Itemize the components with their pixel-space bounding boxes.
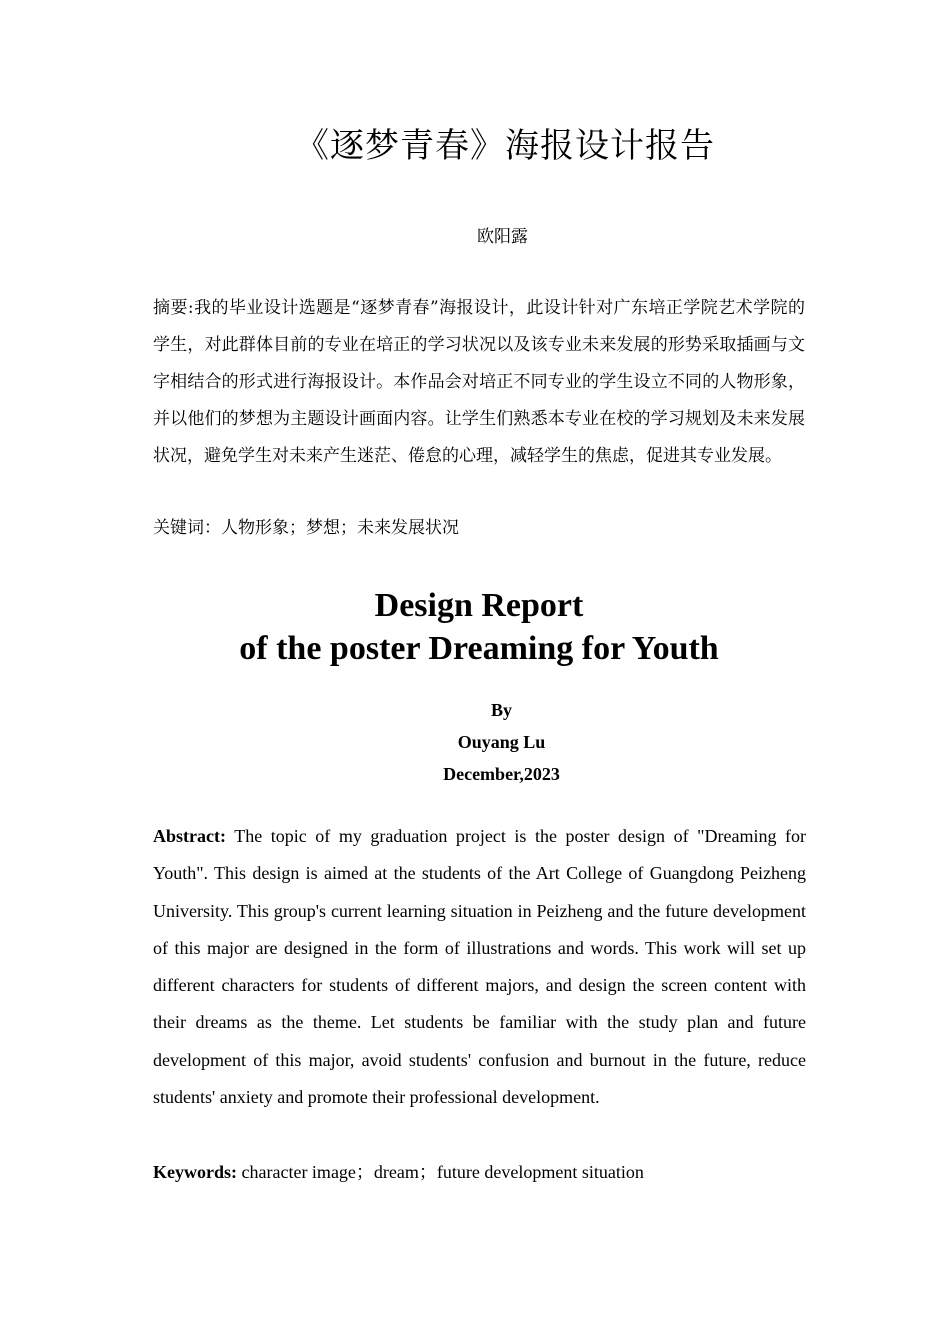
english-abstract (153, 818, 806, 1116)
chinese-keywords (153, 512, 805, 544)
english-keywords-text: character image；dream；future development situation (237, 1162, 644, 1182)
chinese-title: 《逐梦青春》海报设计报告 (295, 126, 715, 166)
english-title (0, 584, 950, 670)
chinese-keywords-label: 关键词： (153, 518, 221, 538)
english-abstract-label: Abstract: (153, 826, 226, 846)
english-keywords (153, 1156, 806, 1188)
english-abstract-text: The topic of my graduation project is the poster design of "Dreaming for Youth". This design is aimed at the students of the Art College of Guangdong Peizheng University. This group's current learning situation in Peizheng and the future development of this major are designed in the form of illustrations and words. This work will set up different characters for students of different majors, and design the screen content with their dreams as the theme. Let students be familiar with the study plan and future development of this major, avoid students' confusion and burnout in the future, reduce students' anxiety and promote their professional development. (153, 826, 806, 1108)
byline-date: December,2023 (443, 764, 560, 784)
chinese-abstract-text: 我的毕业设计选题是“逐梦青春”海报设计，此设计针对广东培正学院艺术学院的学生，对此群体目前的专业在培正的学习状况以及该专业未来发展的形势采取插画与文字相结合的形式进行海报设计。本作品会对培正不同专业的学生设立不同的人物形象，并以他们的梦想为主题设计画面内容。让学生们熟悉本专业在校的学习规划及未来发展状况，避免学生对未来产生迷茫、倦怠的心理，减轻学生的焦虑，促进其专业发展。 (153, 298, 805, 466)
chinese-abstract-label: 摘要 (153, 298, 188, 318)
english-title-line-1: Design Report (374, 587, 584, 624)
chinese-keywords-text: 人物形象；梦想；未来发展状况 (221, 518, 459, 538)
english-title-line-2: of the poster Dreaming for Youth (239, 630, 719, 667)
english-byline (0, 694, 950, 790)
english-keywords-label: Keywords: (153, 1162, 237, 1182)
chinese-abstract (153, 290, 805, 475)
chinese-abstract-separator: : (187, 298, 194, 318)
byline-by: By (490, 700, 512, 720)
byline-author: Ouyang Lu (457, 732, 546, 752)
chinese-author: 欧阳露 (477, 227, 528, 247)
